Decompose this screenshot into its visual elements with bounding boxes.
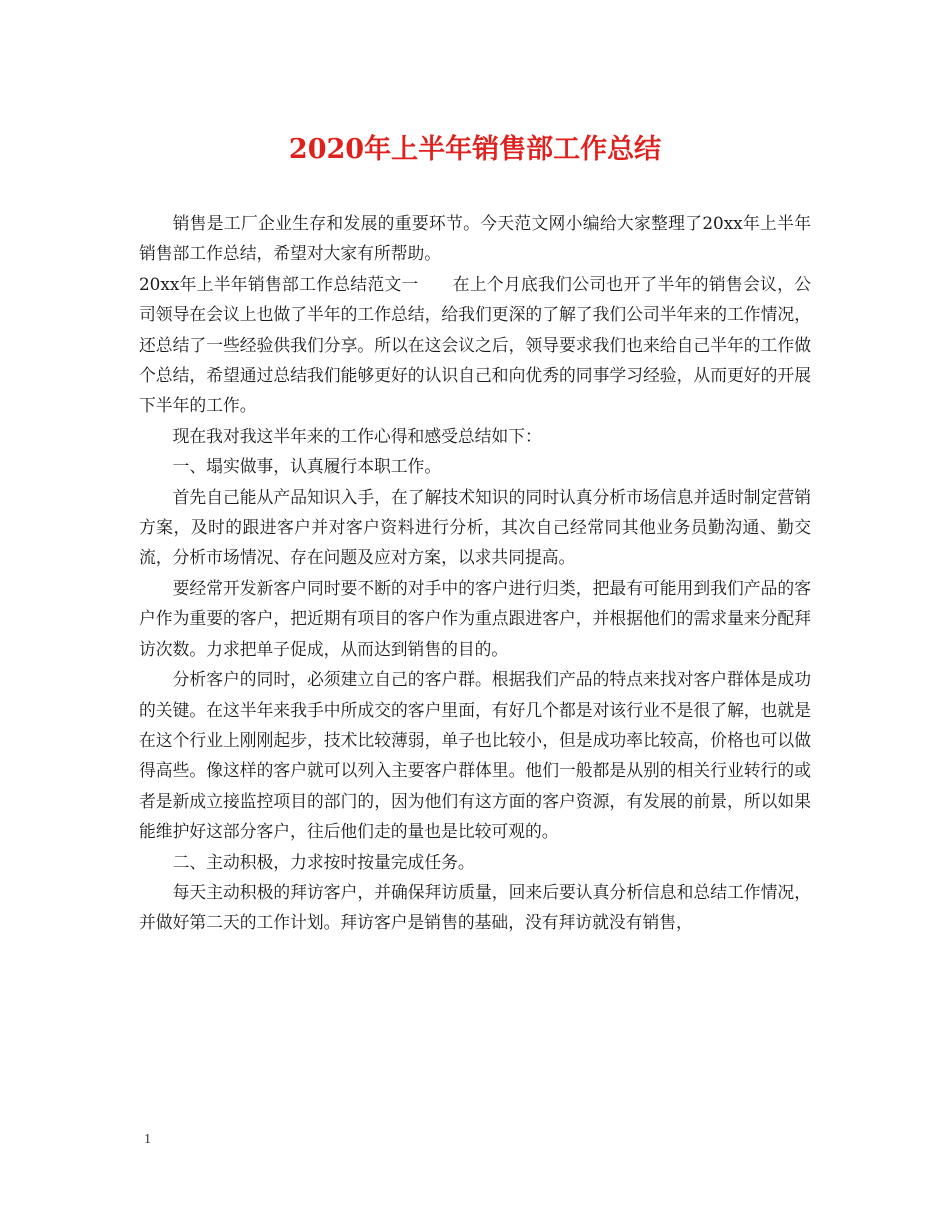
paragraph-intro: 销售是工厂企业生存和发展的重要环节。今天范文网小编给大家整理了20xx年上半年销售部工作总结，希望对大家有所帮助。 bbox=[139, 213, 811, 264]
paragraph-client-group: 分析客户的同时，必须建立自己的客户群。根据我们产品的特点来找对客户群体是成功的关键。在这半年来我手中所成交的客户里面，有好几个都是对该行业不是很了解，也就是在这个行业上刚刚起步，技术比较薄弱，单子也比较小，但是成功率比较高，价格也可以做得高些。像这样的客户就可以列入主要客户群体里。他们一般都是从别的相关行业转行的或者是新成立接监控项目的部门的，因为他们有这方面的客户资源，有发展的前景，所以如果能维护好这部分客户，往后他们走的量也是比较可观的。 bbox=[139, 669, 811, 842]
document-title: 2020年上半年销售部工作总结 bbox=[288, 134, 662, 165]
paragraph-new-clients: 要经常开发新客户同时要不断的对手中的客户进行归类，把最有可能用到我们产品的客户作为重要的客户，把近期有项目的客户作为重点跟进客户，并根据他们的需求量来分配拜访次数。力求把单子促成，从而达到销售的目的。 bbox=[139, 577, 811, 659]
paragraph-summary-lead: 现在我对我这半年来的工作心得和感受总结如下： bbox=[172, 425, 542, 446]
document-body bbox=[139, 208, 811, 938]
paragraph-client-visits: 每天主动积极的拜访客户，并确保拜访质量，回来后要认真分析信息和总结工作情况，并做好第二天的工作计划。拜访客户是销售的基础，没有拜访就没有销售， bbox=[139, 881, 811, 933]
page-number: 1 bbox=[144, 1132, 151, 1147]
paragraph-sample-one: 20xx年上半年销售部工作总结范文一 在上个月底我们公司也开了半年的销售会议，公司领导在会议上也做了半年的工作总结，给我们更深的了解了我们公司半年来的工作情况，还总结了一些经验供我们分享。所以在这会议之后，领导要求我们也来给自己半年的工作做个总结，希望通过总结我们能够更好的认识自己和向优秀的同事学习经验，从而更好的开展下半年的工作。 bbox=[139, 273, 811, 416]
section-heading-two: 二、主动积极，力求按时按量完成任务。 bbox=[172, 851, 475, 872]
paragraph-product-knowledge: 首先自己能从产品知识入手，在了解技术知识的同时认真分析市场信息并适时制定营销方案，及时的跟进客户并对客户资料进行分析，其次自己经常同其他业务员勤沟通、勤交流，分析市场情况、存在问题及应对方案，以求共同提高。 bbox=[139, 486, 811, 568]
section-heading-one: 一、塌实做事，认真履行本职工作。 bbox=[172, 456, 442, 477]
